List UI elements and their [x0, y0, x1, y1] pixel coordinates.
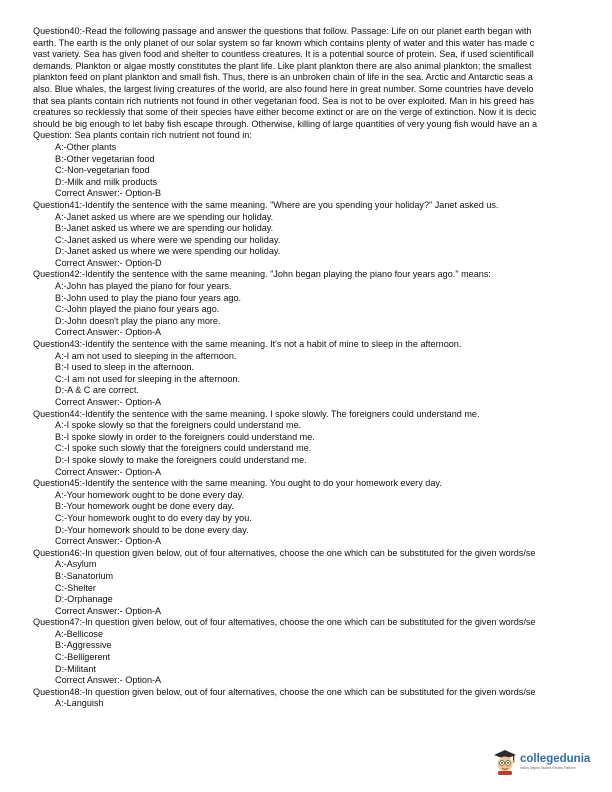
- question-block: [33, 687, 612, 710]
- question-text: Question48:-In question given below, out of four alternatives, choose the one which can be substituted for the given words/se: [33, 686, 536, 697]
- passage-line: plankton feed on plant plankton and small fish. Thus, there is an unbroken chain of life in the sea. Arctic and Antarctic seas a: [33, 72, 533, 83]
- question-block: [33, 269, 612, 339]
- option-b: B:-I spoke slowly in order to the foreigners could understand me.: [55, 431, 315, 442]
- option-c: C:-Non-vegetarian food: [55, 165, 150, 176]
- correct-answer: Correct Answer:- Option-A: [55, 327, 162, 338]
- option-b: B:-Aggressive: [55, 640, 112, 651]
- correct-answer: Correct Answer:- Option-A: [55, 605, 162, 616]
- option-a: A:-Your homework ought to be done every day.: [55, 489, 245, 500]
- option-a: A:-I am not used to sleeping in the afternoon.: [55, 350, 237, 361]
- passage-line: earth. The earth is the only planet of our solar system so far known which contains plenty of water and this water has made c: [33, 37, 535, 48]
- option-d: D:-I spoke slowly to make the foreigners could understand me.: [55, 454, 307, 465]
- correct-answer: Correct Answer:- Option-A: [55, 675, 162, 686]
- option-b: B:-I used to sleep in the afternoon.: [55, 362, 195, 373]
- option-d: D:-John doesn't play the piano any more.: [55, 315, 221, 326]
- question-block: [33, 478, 612, 548]
- option-c: C:-Shelter: [55, 582, 96, 593]
- logo-tagline: India's largest Student Review Platform: [520, 766, 576, 771]
- graduate-mascot-icon: [493, 749, 517, 775]
- correct-answer: Correct Answer:- Option-D: [55, 257, 162, 268]
- option-b: B:-Other vegetarian food: [55, 153, 155, 164]
- passage-line: that sea plants contain rich nutrients not found in other vegetarian food. Sea is not to be over exploited. Man in his greed has: [33, 95, 534, 106]
- option-d: D:-A & C are correct.: [55, 385, 139, 396]
- option-b: B:-John used to play the piano four years ago.: [55, 292, 242, 303]
- question-text: Question: Sea plants contain rich nutrient not found in:: [33, 130, 252, 141]
- option-d: D:-Your homework should to be done every day.: [55, 524, 249, 535]
- logo-text: [520, 754, 590, 771]
- option-a: A:-Languish: [55, 698, 104, 709]
- option-c: C:-I am not used for sleeping in the afternoon.: [55, 373, 241, 384]
- question-text: Question43:-Identify the sentence with the same meaning. It's not a habit of mine to sleep in the afternoon.: [33, 339, 462, 350]
- passage-line: vast variety. Sea has given food and shelter to countless creatures. It is a potential source of protein. Sea, if used scientificall: [33, 49, 534, 60]
- question-text: Question41:-Identify the sentence with the same meaning. "Where are you spending your holiday?" Janet asked us.: [33, 199, 499, 210]
- option-c: C:-John played the piano four years ago.: [55, 304, 220, 315]
- logo-name: collegedunia: [520, 752, 591, 765]
- option-b: B:-Janet asked us where we are spending our holiday.: [55, 223, 274, 234]
- question-block: [33, 548, 612, 618]
- option-a: A:-Asylum: [55, 559, 97, 570]
- option-d: D:-Orphanage: [55, 594, 113, 605]
- passage-line: creatures so recklessly that some of their species have either become extinct or are on the verge of extinction. Now it is decic: [33, 107, 537, 118]
- option-a: A:-I spoke slowly so that the foreigners could understand me.: [55, 420, 302, 431]
- option-c: C:-Your homework ought to do every day by you.: [55, 512, 252, 523]
- option-b: B:-Sanatorium: [55, 570, 114, 581]
- option-d: D:-Janet asked us where we were spending our holiday.: [55, 246, 281, 257]
- passage-line: should be big enough to let baby fish escape through. Otherwise, killing of large quantities of very young fish would have an a: [33, 118, 538, 129]
- collegedunia-logo: [493, 747, 612, 777]
- question-block: [33, 617, 612, 687]
- option-d: D:-Milk and milk products: [55, 176, 158, 187]
- question-block: [33, 409, 612, 479]
- question-block: [33, 200, 612, 270]
- question-text: Question46:-In question given below, out of four alternatives, choose the one which can be substituted for the given words/se: [33, 547, 536, 558]
- passage-line: demands. Plankton or algae mostly constitutes the plant life. Like plant plankton there are also animal plankton; the smallest: [33, 60, 532, 71]
- option-a: A:-Other plants: [55, 141, 117, 152]
- correct-answer: Correct Answer:- Option-A: [55, 397, 162, 407]
- option-c: C:-I spoke such slowly that the foreigners could understand me.: [55, 443, 312, 454]
- question-block: [33, 339, 612, 409]
- question-block: [33, 130, 612, 200]
- question-text: Question42:-Identify the sentence with the same meaning. "John began playing the piano four years ago." means:: [33, 269, 491, 280]
- option-a: A:-Janet asked us where are we spending our holiday.: [55, 211, 274, 222]
- correct-answer: Correct Answer:- Option-A: [55, 466, 162, 477]
- document-page: [33, 26, 612, 792]
- question-text: Question44:-Identify the sentence with the same meaning. I spoke slowly. The foreigners could understand me.: [33, 408, 480, 419]
- option-c: C:-Janet asked us where were we spending our holiday.: [55, 234, 281, 245]
- option-c: C:-Belligerent: [55, 652, 111, 663]
- correct-answer: Correct Answer:- Option-B: [55, 188, 162, 199]
- passage-line: also. Blue whales, the largest living creatures of the world, are also found here in great number. Some countries have develo: [33, 83, 534, 94]
- question-text: Question45:-Identify the sentence with the same meaning. You ought to do your homework every day.: [33, 478, 442, 489]
- passage-line: Question40:-Read the following passage and answer the questions that follow. Passage: Life on our planet earth began with: [33, 26, 532, 36]
- option-a: A:-Bellicose: [55, 628, 104, 639]
- option-d: D:-Militant: [55, 663, 96, 674]
- passage: [33, 26, 612, 130]
- question-text: Question47:-In question given below, out of four alternatives, choose the one which can be substituted for the given words/se: [33, 617, 536, 628]
- correct-answer: Correct Answer:- Option-A: [55, 536, 162, 547]
- option-b: B:-Your homework ought be done every day.: [55, 501, 234, 512]
- option-a: A:-John has played the piano for four years.: [55, 281, 232, 292]
